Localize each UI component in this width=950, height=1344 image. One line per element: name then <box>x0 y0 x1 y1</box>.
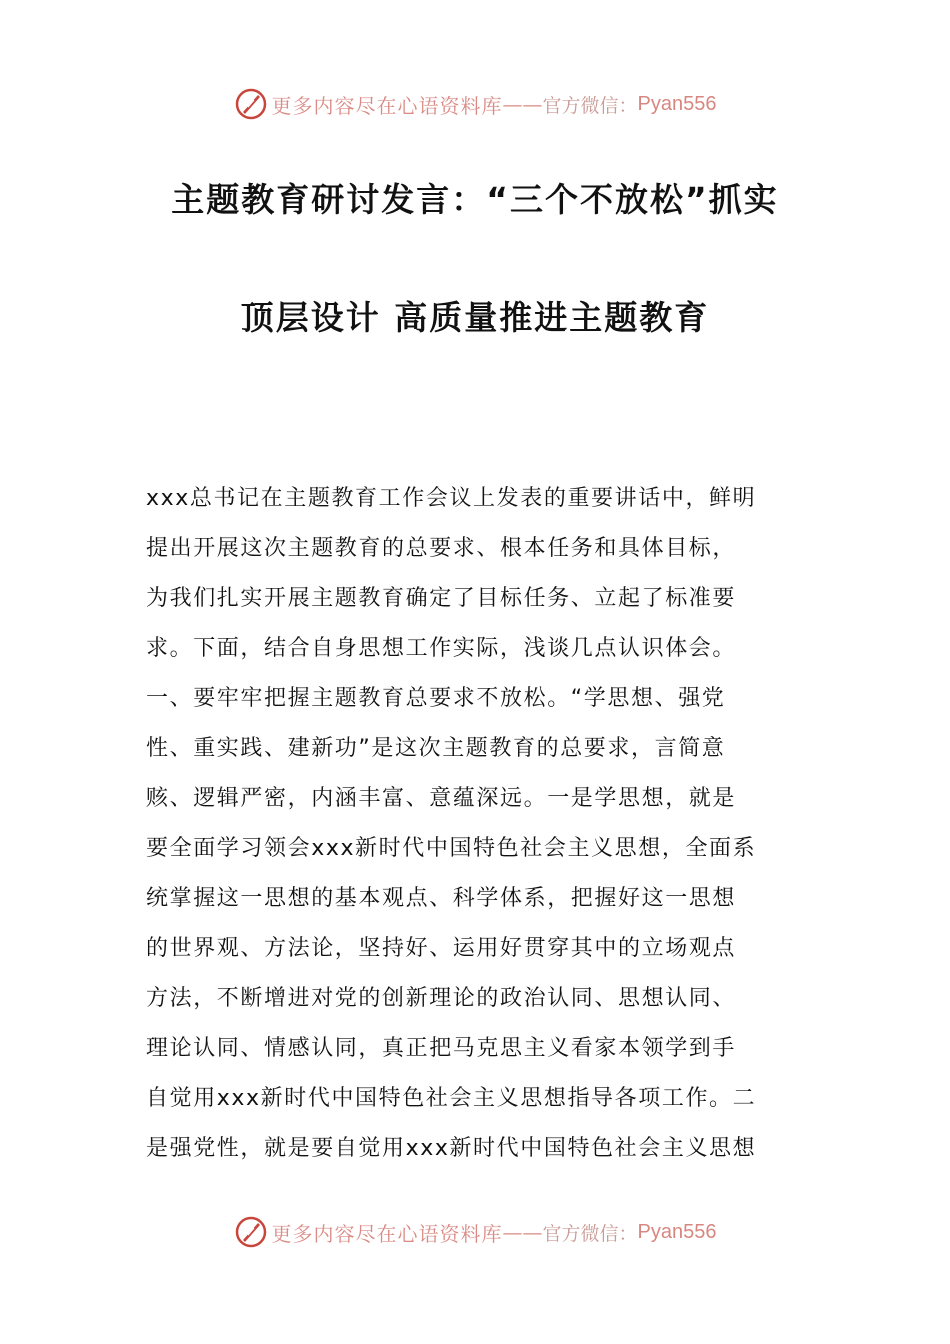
body-line: 方法，不断增进对党的创新理论的政治认同、思想认同、 <box>146 986 737 1011</box>
body-line: 统掌握这一思想的基本观点、科学体系，把握好这一思想 <box>146 886 737 911</box>
quill-logo-icon <box>234 87 268 121</box>
body-line: 的世界观、方法论，坚持好、运用好贯穿其中的立场观点 <box>146 936 737 961</box>
banner-wechat-id: Pyan556 <box>637 92 717 115</box>
banner-wechat-label: 官方微信： <box>542 94 638 117</box>
document-body <box>146 474 808 1174</box>
document-title-line-1: 主题教育研讨发言：“三个不放松”抓实 <box>171 180 779 219</box>
banner-wechat-id: Pyan556 <box>637 1220 717 1243</box>
body-line: 要全面学习领会xxx新时代中国特色社会主义思想，全面系 <box>146 836 757 861</box>
body-line: 一、要牢牢把握主题教育总要求不放松。“学思想、强党 <box>146 686 726 711</box>
body-line: 求。下面，结合自身思想工作实际，浅谈几点认识体会。 <box>146 636 737 661</box>
body-line: xxx总书记在主题教育工作会议上发表的重要讲话中，鲜明 <box>146 486 757 511</box>
body-line: 赅、逻辑严密，内涵丰富、意蕴深远。一是学思想，就是 <box>146 786 737 811</box>
body-line: 为我们扎实开展主题教育确定了目标任务、立起了标准要 <box>146 586 737 611</box>
banner-separator: —— <box>502 1220 543 1244</box>
banner-wechat-label: 官方微信： <box>542 1222 638 1245</box>
body-line: 性、重实践、建新功”是这次主题教育的总要求，言简意 <box>146 736 726 761</box>
banner-text: 更多内容尽在心语资料库 <box>271 1221 503 1246</box>
body-line: 自觉用xxx新时代中国特色社会主义思想指导各项工作。二 <box>146 1086 757 1111</box>
body-line: 理论认同、情感认同，真正把马克思主义看家本领学到手 <box>146 1036 737 1061</box>
document-title-line-2: 顶层设计 高质量推进主题教育 <box>240 298 710 337</box>
watermark-banner-bottom <box>0 1212 950 1252</box>
body-line: 提出开展这次主题教育的总要求、根本任务和具体目标， <box>146 536 737 561</box>
body-line: 是强党性，就是要自觉用xxx新时代中国特色社会主义思想 <box>146 1136 757 1161</box>
banner-separator: —— <box>502 92 543 116</box>
watermark-banner-top <box>0 84 950 124</box>
banner-text: 更多内容尽在心语资料库 <box>271 93 503 118</box>
quill-logo-icon <box>234 1215 268 1249</box>
